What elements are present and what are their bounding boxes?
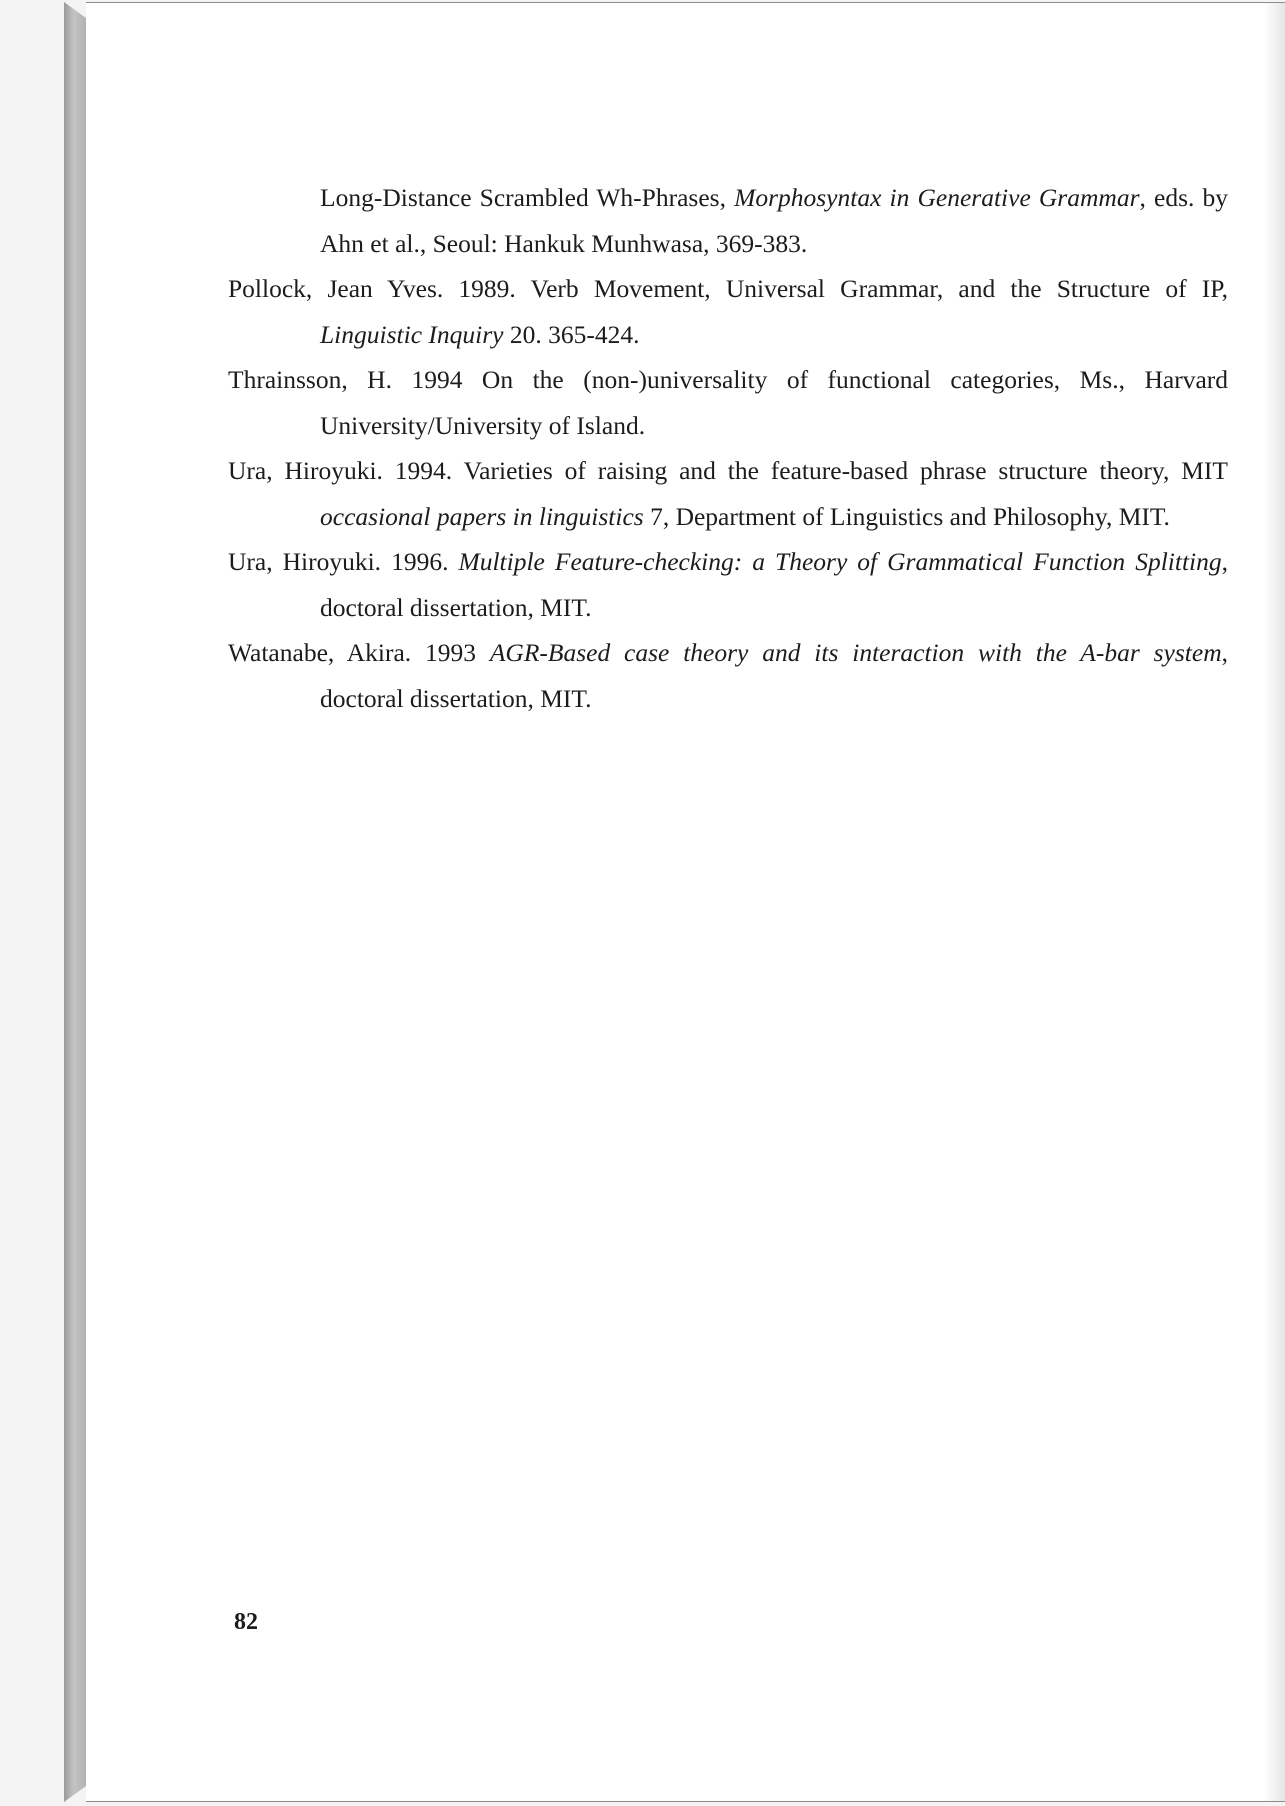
reference-entry <box>228 539 1228 630</box>
reference-text: Pollock, Jean Yves. 1989. Verb Movement, Universal Grammar, and the Structure of IP, <box>228 274 1228 303</box>
reference-text: Ura, Hiroyuki. 1996. <box>228 547 459 576</box>
reference-title: Multiple Feature-checking: a Theory of Grammatical Function Splitting <box>458 547 1222 576</box>
reference-title: Linguistic Inquiry <box>320 319 504 349</box>
reference-text: , eds. by Ahn et al., Seoul: Hankuk Munhwasa, 369-383. <box>320 183 1228 258</box>
reference-text: Thrainsson, H. 1994 On the (non-)universality of functional categories, Ms., Harvard University/University of Island. <box>228 365 1228 440</box>
reference-text: 20. 365-424. <box>503 319 640 349</box>
reference-entry <box>228 448 1228 539</box>
document-page <box>86 2 1285 1802</box>
reference-entry-continued <box>228 175 1228 266</box>
reference-text: 7, Department of Linguistics and Philosophy, MIT. <box>643 501 1170 531</box>
reference-title: AGR-Based case theory and its interaction with the A-bar system <box>489 638 1222 667</box>
reference-text: , doctoral dissertation, MIT. <box>320 547 1228 622</box>
page-number: 82 <box>234 1609 258 1635</box>
reference-entry <box>228 357 1228 448</box>
reference-text: , doctoral dissertation, MIT. <box>320 638 1228 713</box>
page-edge-shadow <box>1263 3 1285 1801</box>
reference-text: Long-Distance Scrambled Wh-Phrases, <box>320 183 735 212</box>
reference-text: Watanabe, Akira. 1993 <box>228 638 490 667</box>
page-spine <box>64 2 86 1802</box>
reference-list <box>228 175 1228 721</box>
reference-entry <box>228 266 1228 357</box>
reference-text: Ura, Hiroyuki. 1994. Varieties of raising and the feature-based phrase structure theory, MIT <box>228 456 1228 485</box>
reference-title: Morphosyntax in Generative Grammar <box>734 183 1140 212</box>
reference-entry <box>228 630 1228 721</box>
reference-title: occasional papers in linguistics <box>320 501 644 531</box>
